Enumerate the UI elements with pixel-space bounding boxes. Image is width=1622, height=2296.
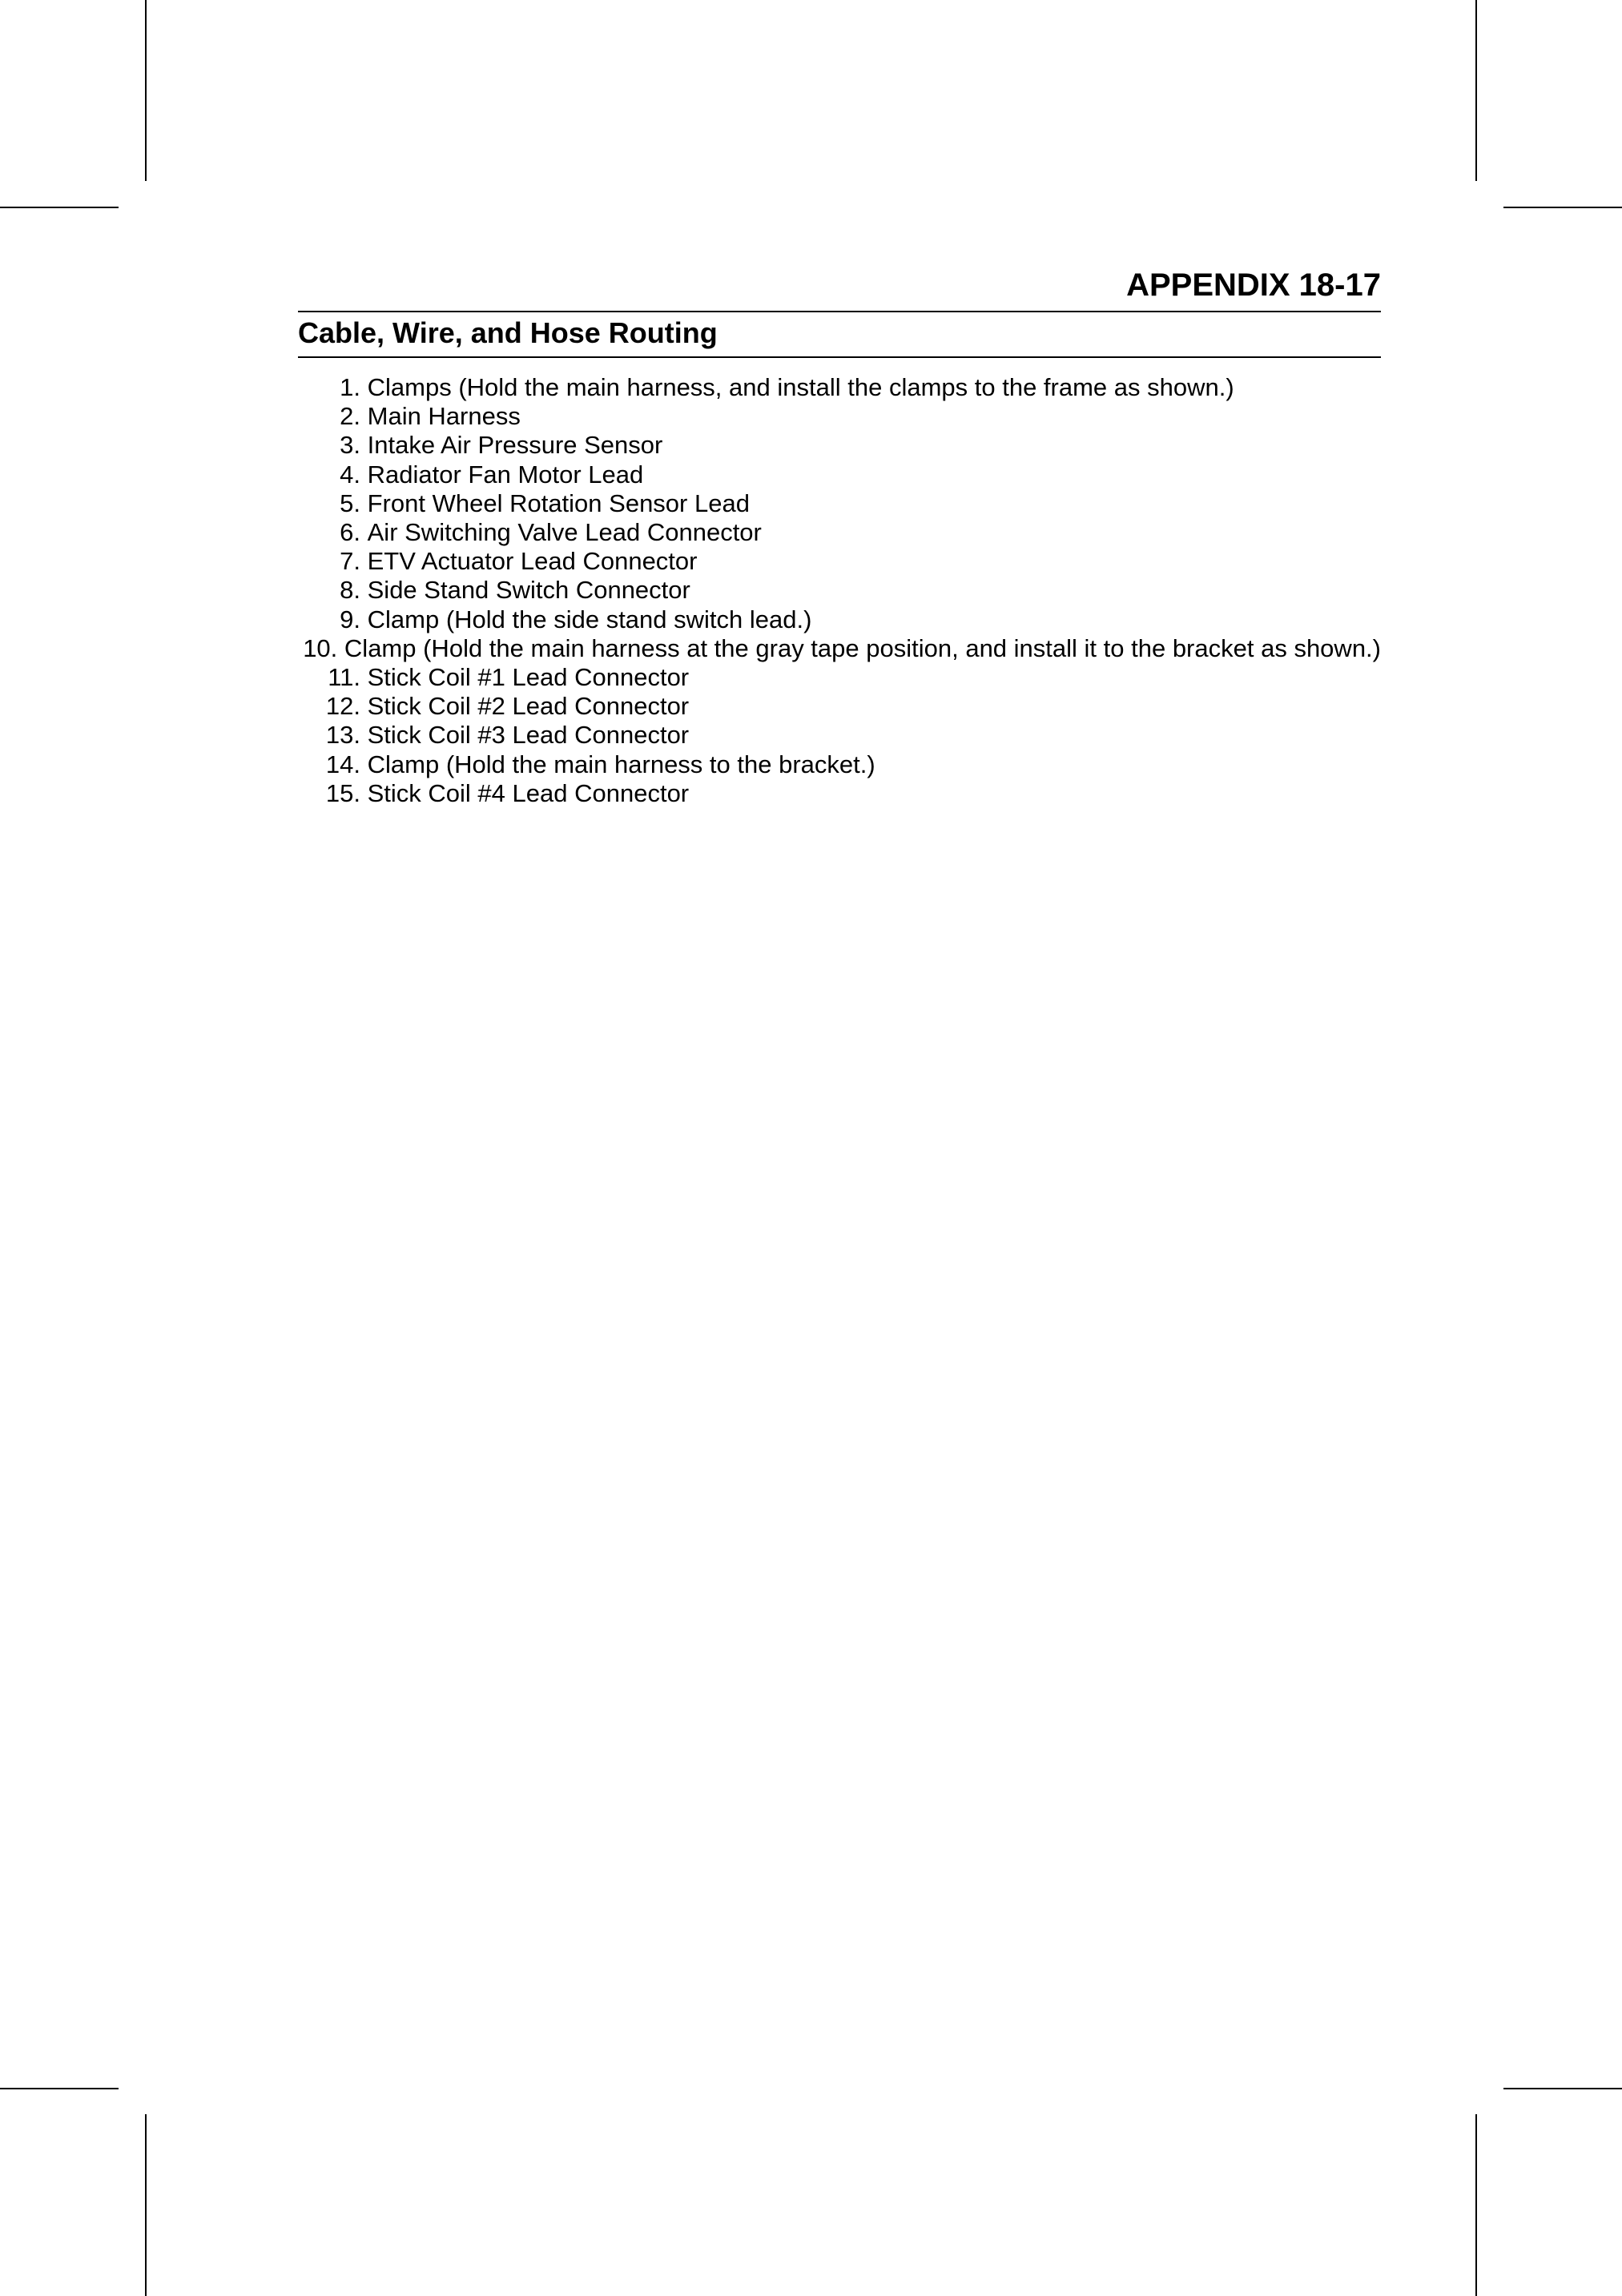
list-item (298, 547, 1381, 576)
item-number: 13. (325, 721, 360, 750)
title-rule (298, 356, 1381, 358)
item-text: ETV Actuator Lead Connector (367, 547, 698, 576)
item-text: Clamp (Hold the main harness at the gray tape position, and install it to the bracket as shown.) (344, 633, 1381, 662)
item-number: 10. (303, 633, 338, 662)
crop-mark-bottom-right-horizontal (1503, 2088, 1622, 2089)
item-text: Main Harness (367, 402, 521, 431)
crop-mark-top-right-vertical (1475, 0, 1477, 181)
item-number: 12. (325, 692, 360, 721)
list-item (298, 402, 1381, 431)
list-item (298, 750, 1381, 779)
item-text: Stick Coil #3 Lead Connector (367, 721, 690, 750)
item-number: 8. (340, 576, 360, 605)
item-number: 14. (325, 750, 360, 778)
item-number: 11. (328, 663, 360, 692)
list-item (298, 634, 1381, 663)
item-text: Stick Coil #4 Lead Connector (367, 778, 690, 807)
item-number: 1. (340, 373, 360, 401)
list-item (298, 721, 1381, 750)
item-number: 3. (340, 431, 360, 460)
item-number: 6. (340, 518, 360, 547)
item-text: Air Switching Valve Lead Connector (367, 518, 762, 547)
list-item (298, 692, 1381, 721)
list-item (298, 373, 1381, 402)
list-item (298, 605, 1381, 634)
item-text: Clamps (Hold the main harness, and install the clamps to the frame as shown.) (367, 373, 1234, 401)
item-text: Side Stand Switch Connector (367, 576, 690, 605)
list-item (298, 431, 1381, 460)
parts-list (298, 373, 1381, 808)
item-number: 7. (340, 547, 360, 576)
crop-mark-top-left-vertical (145, 0, 147, 181)
item-text: Front Wheel Rotation Sensor Lead (367, 489, 750, 517)
item-text: Stick Coil #1 Lead Connector (367, 663, 690, 692)
item-text: Clamp (Hold the main harness to the bracket.) (367, 750, 875, 778)
item-text: Clamp (Hold the side stand switch lead.) (367, 605, 812, 633)
crop-mark-top-left-horizontal (0, 207, 119, 208)
item-number: 5. (340, 489, 360, 517)
list-item (298, 518, 1381, 547)
list-item (298, 576, 1381, 605)
list-item (298, 779, 1381, 808)
crop-mark-bottom-right-vertical (1475, 2114, 1477, 2296)
item-text: Stick Coil #2 Lead Connector (367, 692, 690, 721)
item-text: Intake Air Pressure Sensor (367, 431, 663, 460)
list-item (298, 460, 1381, 489)
item-number: 15. (325, 778, 360, 807)
item-number: 4. (340, 460, 360, 489)
item-number: 2. (340, 402, 360, 431)
item-text: Radiator Fan Motor Lead (367, 460, 644, 489)
crop-mark-bottom-left-vertical (145, 2114, 147, 2296)
crop-mark-top-right-horizontal (1503, 207, 1622, 208)
item-number: 9. (340, 605, 360, 633)
list-item (298, 489, 1381, 518)
section-title: Cable, Wire, and Hose Routing (298, 316, 718, 349)
list-item (298, 663, 1381, 692)
crop-mark-bottom-left-horizontal (0, 2088, 119, 2089)
page-header: APPENDIX 18-17 (1126, 267, 1381, 303)
